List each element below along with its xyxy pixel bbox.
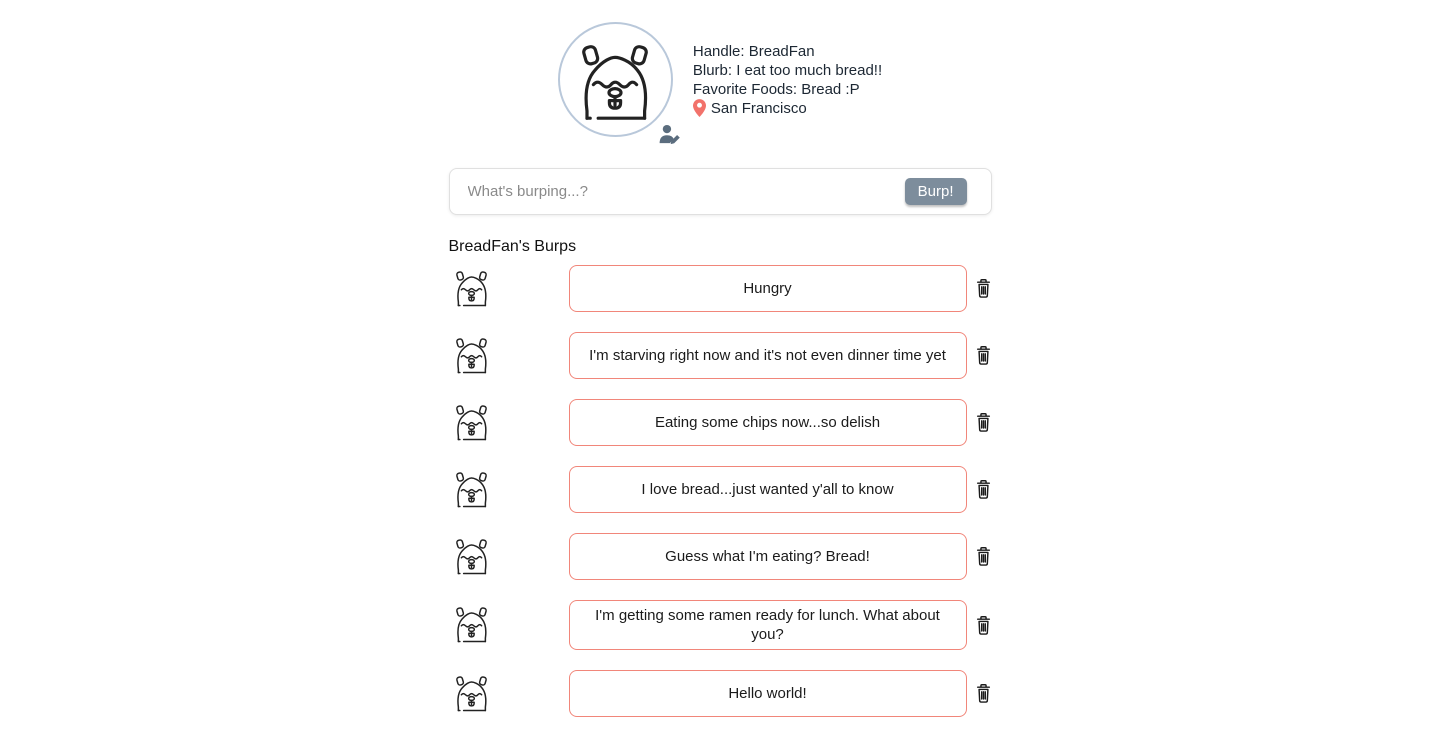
map-pin-icon xyxy=(693,99,706,117)
trash-icon xyxy=(975,278,992,299)
burps-list xyxy=(449,265,992,717)
burp-composer xyxy=(449,168,992,215)
profile-favorite-foods: Favorite Foods: Bread :P xyxy=(692,80,860,98)
dog-avatar-icon xyxy=(449,335,494,377)
dog-avatar-icon xyxy=(449,604,494,646)
burp-text: Hungry xyxy=(569,265,967,312)
burp-row xyxy=(449,533,992,580)
burp-row xyxy=(449,332,992,379)
dog-avatar-icon xyxy=(449,673,494,715)
trash-icon xyxy=(975,345,992,366)
trash-icon xyxy=(975,546,992,567)
burps-section-title: BreadFan's Burps xyxy=(448,238,577,255)
profile-blurb: Blurb: I eat too much bread!! xyxy=(692,61,883,79)
edit-profile-icon[interactable] xyxy=(659,124,681,144)
dog-avatar-icon xyxy=(449,268,494,310)
delete-burp-button[interactable] xyxy=(975,412,992,433)
burp-text: I love bread...just wanted y'all to know xyxy=(569,466,967,513)
delete-burp-button[interactable] xyxy=(975,278,992,299)
delete-burp-button[interactable] xyxy=(975,546,992,567)
burp-input[interactable] xyxy=(468,183,905,200)
delete-burp-button[interactable] xyxy=(975,345,992,366)
burp-row xyxy=(449,600,992,650)
burp-row xyxy=(449,466,992,513)
dog-avatar-icon xyxy=(449,536,494,578)
profile-info xyxy=(693,42,882,118)
trash-icon xyxy=(975,615,992,636)
burp-row xyxy=(449,265,992,312)
burp-text: Eating some chips now...so delish xyxy=(569,399,967,446)
dog-avatar-icon xyxy=(449,402,494,444)
delete-burp-button[interactable] xyxy=(975,615,992,636)
profile-handle: Handle: BreadFan xyxy=(692,42,815,60)
profile-location-line xyxy=(693,99,882,118)
profile-location: San Francisco xyxy=(710,99,807,117)
delete-burp-button[interactable] xyxy=(975,479,992,500)
burp-text: Guess what I'm eating? Bread! xyxy=(569,533,967,580)
profile-header xyxy=(449,22,992,137)
burp-submit-button[interactable]: Burp! xyxy=(905,178,967,205)
delete-burp-button[interactable] xyxy=(975,683,992,704)
burp-text: Hello world! xyxy=(569,670,967,717)
burp-text: I'm getting some ramen ready for lunch. What about you? xyxy=(569,600,967,650)
trash-icon xyxy=(975,412,992,433)
trash-icon xyxy=(975,479,992,500)
burp-row xyxy=(449,670,992,717)
trash-icon xyxy=(975,683,992,704)
main-column xyxy=(449,0,992,717)
dog-avatar-icon xyxy=(449,469,494,511)
burp-row xyxy=(449,399,992,446)
profile-avatar xyxy=(558,22,673,137)
burp-text: I'm starving right now and it's not even dinner time yet xyxy=(569,332,967,379)
dog-avatar-icon xyxy=(558,22,673,137)
